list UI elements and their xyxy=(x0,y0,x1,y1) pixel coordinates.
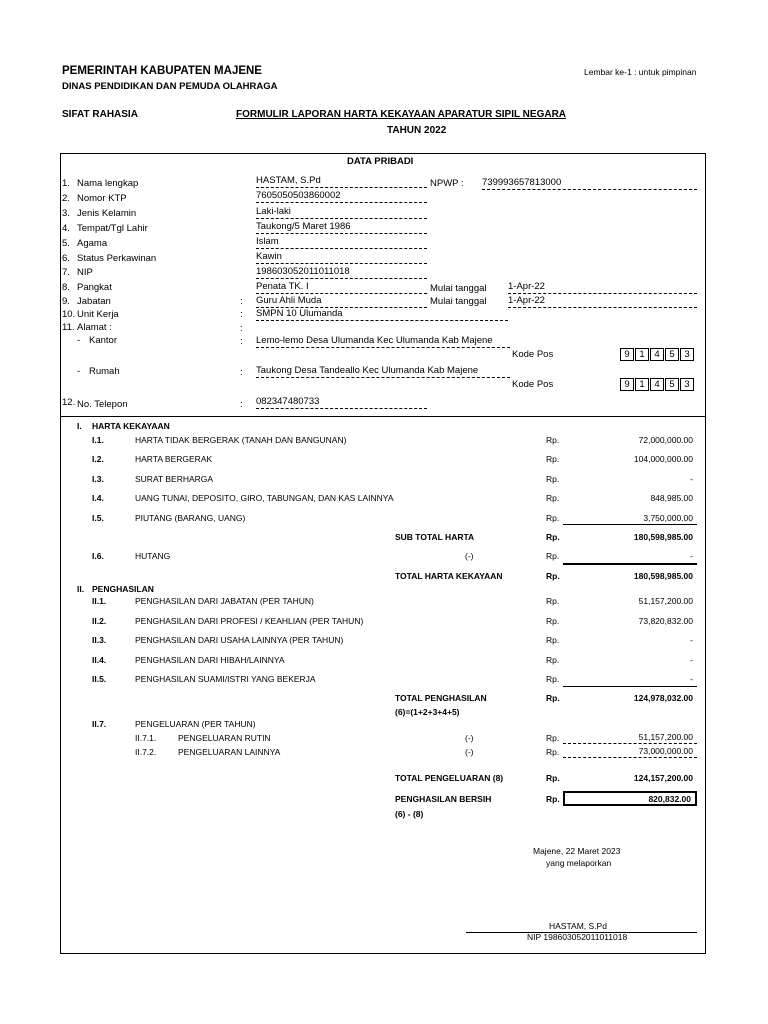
colon: : xyxy=(240,323,243,334)
currency-label: Rp. xyxy=(546,794,560,804)
currency-label: Rp. xyxy=(546,596,560,606)
income-desc: PENGHASILAN DARI HIBAH/LAINNYA xyxy=(135,655,285,665)
currency-label: Rp. xyxy=(546,655,560,665)
colon: : xyxy=(240,336,243,347)
asset-code: I.3. xyxy=(92,474,104,484)
field-value-nama: HASTAM, S.Pd xyxy=(256,176,427,188)
field-label-position: Jabatan xyxy=(77,296,111,307)
asset-value: - xyxy=(690,474,693,484)
field-label-nama: Nama lengkap xyxy=(77,178,139,189)
currency-label: Rp. xyxy=(546,454,560,464)
currency-label: Rp. xyxy=(546,733,560,743)
net-income-value: 820,832.00 xyxy=(563,791,697,806)
signer-nip: NIP 198603052011011018 xyxy=(527,932,628,942)
subtotal-value: 180,598,985.00 xyxy=(633,532,693,542)
section-number: II. xyxy=(77,584,85,594)
field-value-unit: SMPN 10 Ulumanda xyxy=(256,309,508,321)
field-label-gender: Jenis Kelamin xyxy=(77,208,137,219)
income-code: II.5. xyxy=(92,674,107,684)
currency-label: Rp. xyxy=(546,773,560,783)
npwp-label: NPWP : xyxy=(430,178,464,189)
income-code: II.1. xyxy=(92,596,107,606)
asset-value: 848,985.00 xyxy=(650,493,693,503)
start-date-label: Mulai tanggal xyxy=(430,296,487,307)
form-year: TAHUN 2022 xyxy=(387,125,447,136)
department-name: DINAS PENDIDIKAN DAN PEMUDA OLAHRAGA xyxy=(62,81,278,92)
total-expense-value: 124,157,200.00 xyxy=(633,773,693,783)
field-value-home: Taukong Desa Tandeallo Kec Ulumanda Kab Majene xyxy=(256,366,510,378)
currency-label: Rp. xyxy=(546,493,560,503)
sum-line xyxy=(563,524,697,525)
signer-name: HASTAM, S.Pd xyxy=(549,921,607,931)
income-value: - xyxy=(690,655,693,665)
field-value-religion: Islam xyxy=(256,237,427,249)
income-desc: PENGHASILAN DARI PROFESI / KEAHLIAN (PER TAHUN) xyxy=(135,616,364,626)
income-value: - xyxy=(690,674,693,684)
total-assets-value: 180,598,985.00 xyxy=(633,571,693,581)
income-code: II.2. xyxy=(92,616,107,626)
expense-desc: PENGELUARAN LAINNYA xyxy=(178,747,281,757)
subtotal-label: SUB TOTAL HARTA xyxy=(395,532,475,542)
expense-desc: PENGELUARAN RUTIN xyxy=(178,733,271,743)
sum-line xyxy=(563,563,697,565)
field-label-unit: Unit Kerja xyxy=(77,309,119,320)
colon: : xyxy=(240,399,243,410)
income-value: 51,157,200.00 xyxy=(638,596,693,606)
field-label-rank: Pangkat xyxy=(77,282,112,293)
postcode-digit: 9 xyxy=(620,348,634,361)
field-value-nip: 198603052011011018 xyxy=(256,267,427,279)
currency-label: Rp. xyxy=(546,474,560,484)
currency-label: Rp. xyxy=(546,435,560,445)
field-label-marital: Status Perkawinan xyxy=(77,253,157,264)
income-desc: PENGHASILAN DARI JABATAN (PER TAHUN) xyxy=(135,596,314,606)
income-value: - xyxy=(690,635,693,645)
minus-sign: (-) xyxy=(465,733,474,743)
rank-start-date: 1-Apr-22 xyxy=(508,282,697,294)
currency-label: Rp. xyxy=(546,551,560,561)
income-heading: PENGHASILAN xyxy=(92,584,154,594)
signature-place-date: Majene, 22 Maret 2023 xyxy=(533,846,621,856)
government-name: PEMERINTAH KABUPATEN MAJENE xyxy=(62,65,262,77)
asset-desc: HARTA TIDAK BERGERAK (TANAH DAN BANGUNAN) xyxy=(135,435,347,445)
postcode-label: Kode Pos xyxy=(512,379,554,390)
field-value-rank: Penata TK. I xyxy=(256,282,427,294)
expense-heading: PENGELUARAN (PER TAHUN) xyxy=(135,719,256,729)
net-income-label: PENGHASILAN BERSIH xyxy=(395,794,492,804)
confidential-label: SIFAT RAHASIA xyxy=(62,109,138,120)
total-income-value: 124,978,032.00 xyxy=(633,693,693,703)
field-number: 6. xyxy=(62,253,70,264)
list-dash: - xyxy=(77,366,81,377)
net-income-formula: (6) - (8) xyxy=(395,809,424,819)
postcode-digit: 4 xyxy=(650,348,664,361)
asset-desc: SURAT BERHARGA xyxy=(135,474,214,484)
field-label-home: Rumah xyxy=(89,366,120,377)
currency-label: Rp. xyxy=(546,674,560,684)
asset-value: 3,750,000.00 xyxy=(643,513,693,523)
field-label-nip: NIP xyxy=(77,267,93,278)
asset-desc: UANG TUNAI, DEPOSITO, GIRO, TABUNGAN, DAN KAS LAINNYA xyxy=(135,493,394,503)
postcode-label: Kode Pos xyxy=(512,349,554,360)
postcode-digit: 1 xyxy=(635,348,649,361)
asset-code: I.1. xyxy=(92,435,104,445)
start-date-label: Mulai tanggal xyxy=(430,283,487,294)
currency-label: Rp. xyxy=(546,635,560,645)
field-label-phone: No. Telepon xyxy=(77,399,128,410)
expense-value: 51,157,200.00 xyxy=(563,733,697,744)
currency-label: Rp. xyxy=(546,616,560,626)
field-number: 3. xyxy=(62,208,70,219)
field-number: 8. xyxy=(62,282,70,293)
field-number: 9. xyxy=(62,296,70,307)
colon: : xyxy=(240,296,243,307)
income-desc: PENGHASILAN DARI USAHA LAINNYA (PER TAHUN) xyxy=(135,635,344,645)
field-number: 7. xyxy=(62,267,70,278)
debt-desc: HUTANG xyxy=(135,551,171,561)
field-number: 12. xyxy=(62,397,76,408)
currency-label: Rp. xyxy=(546,571,560,581)
expense-code: II.7.1. xyxy=(135,733,157,743)
postcode-digit: 5 xyxy=(665,378,679,391)
colon: : xyxy=(240,367,243,378)
total-assets-label: TOTAL HARTA KEKAYAAN xyxy=(395,571,503,581)
npwp-value: 739993657813000 xyxy=(482,178,697,190)
currency-label: Rp. xyxy=(546,532,560,542)
field-value-birth: Taukong/5 Maret 1986 xyxy=(256,222,427,234)
minus-sign: (-) xyxy=(465,551,474,561)
income-desc: PENGHASILAN SUAMI/ISTRI YANG BEKERJA xyxy=(135,674,316,684)
sum-line xyxy=(563,686,697,687)
expense-code: II.7.2. xyxy=(135,747,157,757)
asset-code: I.4. xyxy=(92,493,104,503)
currency-label: Rp. xyxy=(546,747,560,757)
field-number: 4. xyxy=(62,223,70,234)
asset-desc: HARTA BERGERAK xyxy=(135,454,213,464)
debt-value: - xyxy=(690,551,693,561)
field-label-office: Kantor xyxy=(89,335,117,346)
field-number: 2. xyxy=(62,193,70,204)
field-number: 10. xyxy=(62,309,76,320)
list-dash: - xyxy=(77,335,81,346)
income-code: II.4. xyxy=(92,655,107,665)
field-number: 11. xyxy=(62,322,75,333)
asset-desc: PIUTANG (BARANG, UANG) xyxy=(135,513,246,523)
postcode-digit: 9 xyxy=(620,378,634,391)
signature-role: yang melaporkan xyxy=(546,858,612,868)
personal-data-title: DATA PRIBADI xyxy=(347,156,414,167)
asset-code: I.5. xyxy=(92,513,104,523)
section-number: I. xyxy=(77,421,82,431)
total-income-formula: (6)=(1+2+3+4+5) xyxy=(395,707,460,717)
expense-code: II.7. xyxy=(92,719,107,729)
field-value-phone: 082347480733 xyxy=(256,397,427,409)
form-title: FORMULIR LAPORAN HARTA KEKAYAAN APARATUR SIPIL NEGARA xyxy=(236,109,567,120)
field-number: 1. xyxy=(62,178,70,189)
total-income-label: TOTAL PENGHASILAN xyxy=(395,693,487,703)
expense-value: 73,000,000.00 xyxy=(563,747,697,758)
field-label-address: Alamat : xyxy=(77,322,112,333)
income-code: II.3. xyxy=(92,635,107,645)
assets-heading: HARTA KEKAYAAN xyxy=(92,421,170,431)
asset-code: I.6. xyxy=(92,551,104,561)
postcode-digit: 3 xyxy=(680,378,694,391)
minus-sign: (-) xyxy=(465,747,474,757)
field-label-birth: Tempat/Tgl Lahir xyxy=(77,223,148,234)
field-number: 5. xyxy=(62,238,70,249)
currency-label: Rp. xyxy=(546,693,560,703)
field-value-position: Guru Ahli Muda xyxy=(256,296,427,308)
section-divider xyxy=(60,416,706,417)
field-value-ktp: 7605050503860002 xyxy=(256,191,427,203)
postcode-digit: 3 xyxy=(680,348,694,361)
asset-value: 72,000,000.00 xyxy=(638,435,693,445)
asset-code: I.2. xyxy=(92,454,104,464)
postcode-digit: 1 xyxy=(635,378,649,391)
postcode-digit: 4 xyxy=(650,378,664,391)
field-label-ktp: Nomor KTP xyxy=(77,193,127,204)
income-value: 73,820,832.00 xyxy=(638,616,693,626)
field-value-office: Lemo-lemo Desa Ulumanda Kec Ulumanda Kab Majene xyxy=(256,336,510,348)
position-start-date: 1-Apr-22 xyxy=(508,296,697,308)
colon: : xyxy=(240,309,243,320)
total-expense-label: TOTAL PENGELUARAN (8) xyxy=(395,773,504,783)
field-label-religion: Agama xyxy=(77,238,108,249)
field-value-marital: Kawin xyxy=(256,252,427,264)
postcode-digit: 5 xyxy=(665,348,679,361)
sheet-note: Lembar ke-1 : untuk pimpinan xyxy=(584,67,697,77)
field-value-gender: Laki-laki xyxy=(256,207,427,219)
asset-value: 104,000,000.00 xyxy=(633,454,693,464)
currency-label: Rp. xyxy=(546,513,560,523)
